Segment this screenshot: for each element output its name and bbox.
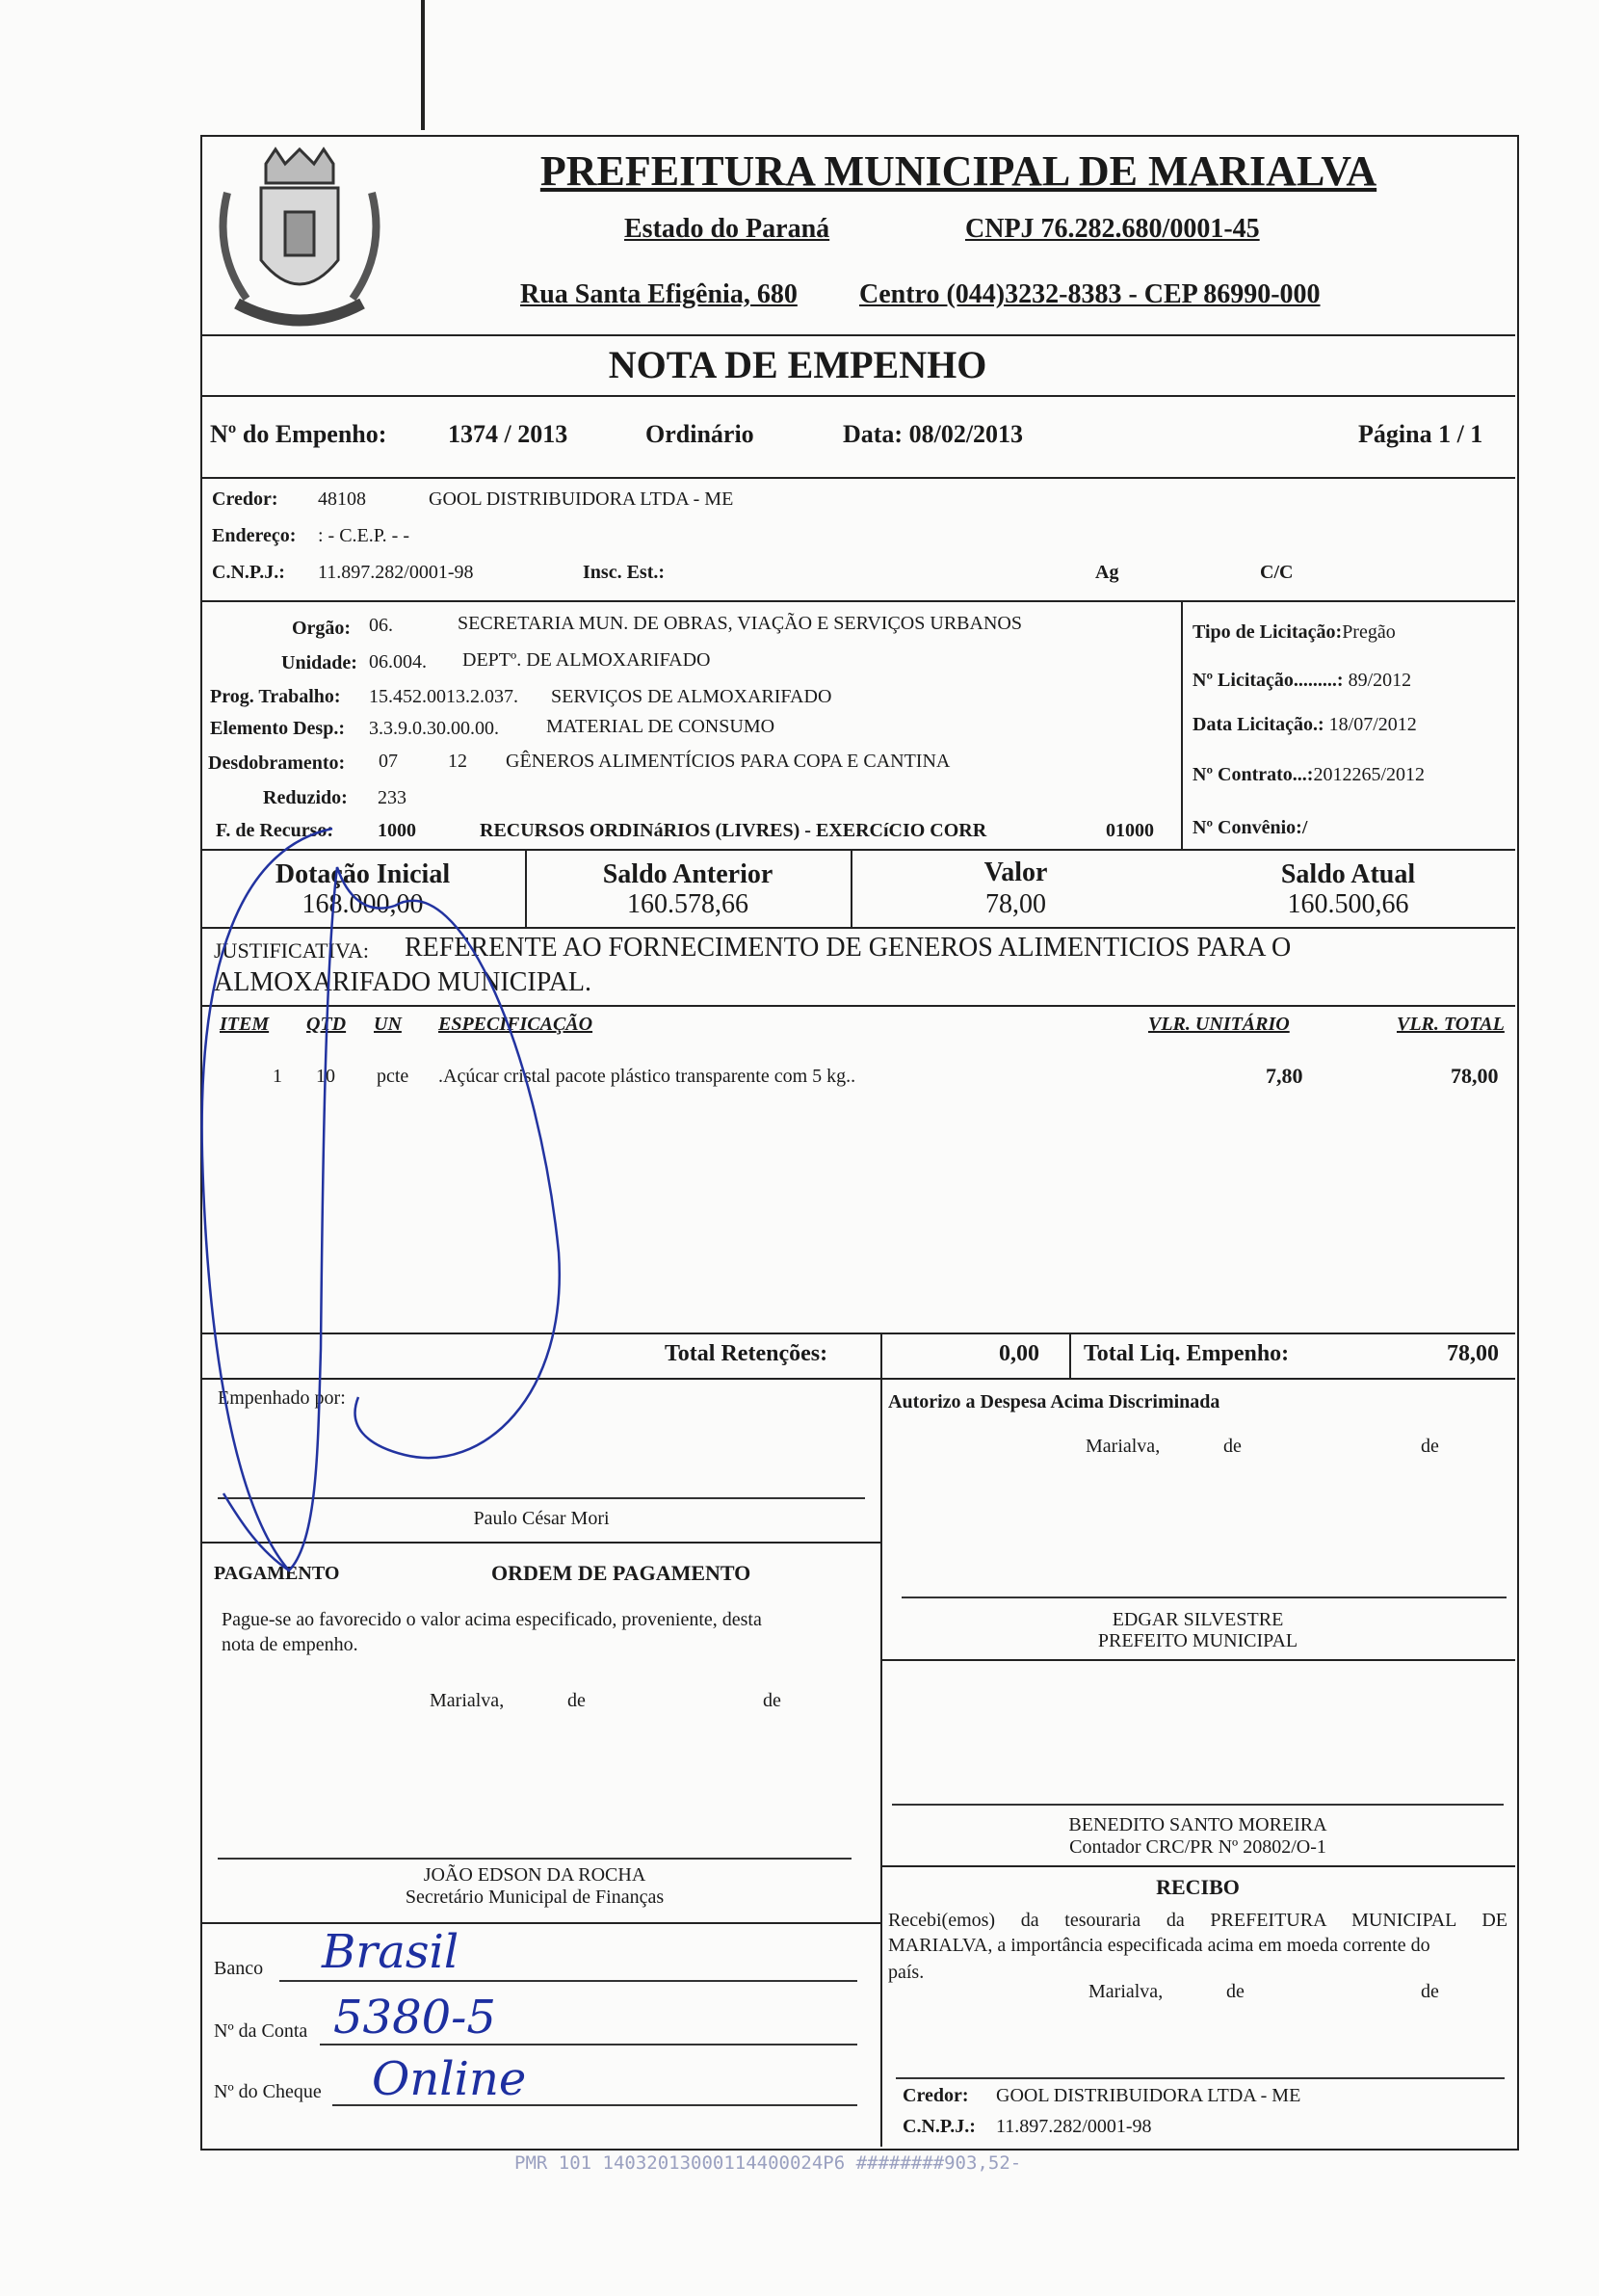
justificativa-label: JUSTIFICATIVA: (214, 938, 369, 963)
cheque-label: Nº do Cheque (214, 2081, 322, 2102)
empenho-page: Página 1 / 1 (1358, 420, 1483, 448)
justificativa-line2: ALMOXARIFADO MUNICIPAL. (214, 967, 592, 997)
justificativa-line1: REFERENTE AO FORNECIMENTO DE GENEROS ALIMENTICIOS PARA O (405, 933, 1292, 963)
unidade-desc: DEPTº. DE ALMOXARIFADO (462, 649, 711, 671)
unidade-code: 06.004. (369, 651, 427, 673)
tipo-licitacao-label: Tipo de Licitação:Pregão (1193, 621, 1396, 643)
total-liq-label: Total Liq. Empenho: (1084, 1341, 1290, 1366)
row-un: pcte (377, 1066, 409, 1087)
total-liq-value: 78,00 (1447, 1341, 1499, 1366)
doc-title: NOTA DE EMPENHO (608, 343, 987, 386)
header-address: Rua Santa Efigênia, 680 (520, 279, 798, 309)
recibo-text2: MARIALVA, a importância especificada acima em moeda corrente do (888, 1935, 1430, 1956)
empenhado-label: Empenhado por: (218, 1387, 346, 1409)
recibo-credor-label: Credor: (903, 2085, 969, 2106)
insc-label: Insc. Est.: (583, 562, 666, 583)
recurso-desc: RECURSOS ORDINáRIOS (LIVRES) - EXERCíCIO CORR (480, 820, 987, 841)
num-licitacao-label: Nº Licitação.........: 89/2012 (1193, 670, 1412, 691)
elemento-desc: MATERIAL DE CONSUMO (546, 716, 775, 737)
col-qtd: QTD (306, 1014, 347, 1035)
col-item: ITEM (220, 1014, 270, 1035)
recurso-code: 1000 (378, 820, 416, 841)
convenio-label: Nº Convênio:/ (1193, 817, 1308, 838)
conta-label: Nº da Conta (214, 2020, 308, 2042)
ag-label: Ag (1095, 562, 1119, 583)
banco-label: Banco (214, 1958, 264, 1979)
saldo-atual-value: 160.500,66 (1287, 889, 1409, 919)
valor-value: 78,00 (985, 889, 1046, 919)
cnpj-value: 11.897.282/0001-98 (318, 562, 474, 583)
recibo-text3: país. (888, 1962, 925, 1983)
row-total: 78,00 (1451, 1064, 1499, 1088)
col-un: UN (374, 1014, 402, 1035)
cheque-handwriting: Online (372, 2052, 527, 2106)
row-item: 1 (273, 1066, 282, 1087)
empenho-label: Nº do Empenho: (210, 420, 387, 448)
dotacao-value: 168.000,00 (301, 889, 424, 919)
desdob-label: Desdobramento: (208, 752, 346, 774)
orgao-desc: SECRETARIA MUN. DE OBRAS, VIAÇÃO E SERVIÇOS URBANOS (458, 613, 1022, 634)
saldo-anterior-label: Saldo Anterior (602, 859, 773, 889)
contrato-label: Nº Contrato...:2012265/2012 (1193, 764, 1426, 785)
pagamento-text1: Pague-se ao favorecido o valor acima especificado, proveniente, desta (222, 1609, 762, 1630)
footer-code: PMR 101 14032013000114400024P6 ########903,52- (514, 2152, 1022, 2174)
autorizo-de1: de (1223, 1436, 1242, 1457)
recibo-cnpj-label: C.N.P.J.: (903, 2116, 976, 2137)
endereco-value: : - C.E.P. - - (318, 525, 409, 546)
recibo-cnpj-value: 11.897.282/0001-98 (996, 2116, 1152, 2137)
recibo-text1: Recebi(emos) da tesouraria da PREFEITURA MUNICIPAL DE (888, 1910, 1507, 1931)
reduzido-label: Reduzido: (263, 787, 348, 808)
elemento-label: Elemento Desp.: (210, 718, 345, 739)
autorizo-label: Autorizo a Despesa Acima Discriminada (888, 1391, 1220, 1412)
data-licitacao-label: Data Licitação.: 18/07/2012 (1193, 714, 1417, 735)
contador-name: BENEDITO SANTO MOREIRA (1068, 1814, 1327, 1835)
row-qtd: 10 (316, 1066, 335, 1087)
recibo-title: RECIBO (1156, 1875, 1240, 1899)
header-cnpj: CNPJ 76.282.680/0001-45 (965, 214, 1260, 244)
pagamento-city: Marialva, (430, 1690, 505, 1711)
conta-handwriting: 5380-5 (333, 1991, 496, 2045)
row-spec: .Açúcar cristal pacote plástico transparente com 5 kg.. (438, 1066, 856, 1087)
empenhado-name: Paulo César Mori (473, 1508, 610, 1529)
banco-handwriting: Brasil (322, 1925, 459, 1979)
prog-desc: SERVIÇOS DE ALMOXARIFADO (551, 686, 832, 707)
autorizo-de2: de (1421, 1436, 1439, 1457)
credor-label: Credor: (212, 488, 278, 510)
recurso-label: F. de Recurso: (216, 820, 334, 841)
contador-title: Contador CRC/PR Nº 20802/O-1 (1069, 1836, 1326, 1858)
prog-code: 15.452.0013.2.037. (369, 686, 518, 707)
prefeito-title: PREFEITO MUNICIPAL (1097, 1630, 1298, 1651)
desdob-code2: 12 (448, 751, 467, 772)
saldo-anterior-value: 160.578,66 (627, 889, 748, 919)
col-vlr-total: VLR. TOTAL (1397, 1014, 1505, 1035)
col-especificacao: ESPECIFICAÇÃO (438, 1014, 593, 1035)
orgao-label: Orgão: (292, 618, 352, 639)
recurso-num: 01000 (1106, 820, 1154, 841)
credor-name: GOOL DISTRIBUIDORA LTDA - ME (429, 488, 734, 510)
valor-label: Valor (983, 858, 1048, 887)
pagamento-text2: nota de empenho. (222, 1634, 358, 1655)
total-retencoes-label: Total Retenções: (665, 1341, 828, 1366)
pagamento-de1: de (567, 1690, 586, 1711)
empenho-number: 1374 / 2013 (448, 420, 568, 448)
unidade-label: Unidade: (281, 652, 357, 673)
endereco-label: Endereço: (212, 525, 297, 546)
recibo-credor-value: GOOL DISTRIBUIDORA LTDA - ME (996, 2085, 1301, 2106)
saldo-atual-label: Saldo Atual (1280, 859, 1416, 889)
cnpj-label: C.N.P.J.: (212, 562, 285, 583)
header-contact: Centro (044)3232-8383 - CEP 86990-000 (859, 279, 1321, 309)
pagamento-de2: de (763, 1690, 781, 1711)
cc-label: C/C (1260, 562, 1294, 583)
prefeito-name: EDGAR SILVESTRE (1112, 1609, 1284, 1630)
secretario-name: JOÃO EDSON DA ROCHA (423, 1864, 646, 1886)
desdob-code1: 07 (379, 751, 398, 772)
recibo-de1: de (1226, 1981, 1245, 2002)
recibo-city: Marialva, (1088, 1981, 1164, 2002)
secretario-title: Secretário Municipal de Finanças (405, 1887, 665, 1908)
row-unit-price: 7,80 (1266, 1064, 1303, 1088)
total-retencoes-value: 0,00 (999, 1341, 1039, 1366)
prog-label: Prog. Trabalho: (210, 686, 341, 707)
empenho-type: Ordinário (645, 420, 754, 448)
orgao-code: 06. (369, 615, 393, 636)
col-vlr-unitario: VLR. UNITÁRIO (1148, 1014, 1290, 1035)
desdob-desc: GÊNEROS ALIMENTÍCIOS PARA COPA E CANTINA (506, 751, 951, 772)
credor-code: 48108 (318, 488, 366, 510)
empenho-date: Data: 08/02/2013 (843, 420, 1024, 448)
autorizo-city: Marialva, (1086, 1436, 1161, 1457)
header-title: PREFEITURA MUNICIPAL DE MARIALVA (539, 147, 1377, 195)
pagamento-title: ORDEM DE PAGAMENTO (491, 1561, 751, 1585)
dotacao-label: Dotação Inicial (275, 859, 451, 889)
recibo-de2: de (1421, 1981, 1439, 2002)
reduzido-value: 233 (378, 787, 406, 808)
header-state: Estado do Paraná (624, 214, 830, 244)
elemento-code: 3.3.9.0.30.00.00. (369, 718, 499, 739)
pagamento-label: PAGAMENTO (214, 1563, 340, 1584)
